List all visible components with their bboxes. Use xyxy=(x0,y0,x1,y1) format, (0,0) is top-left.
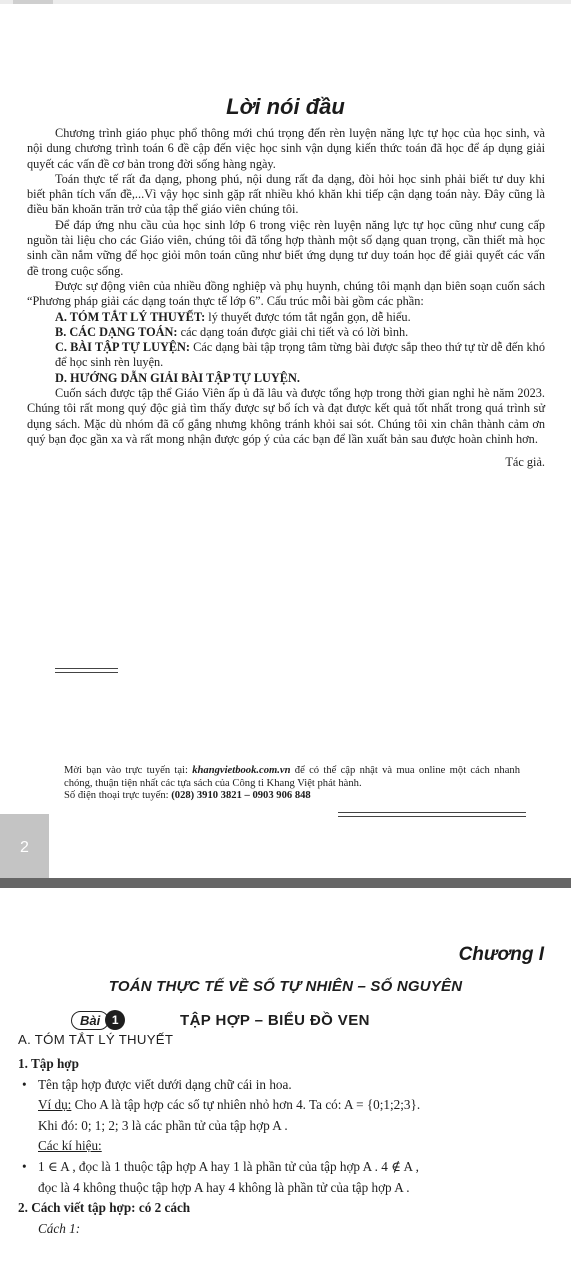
page-gap xyxy=(0,878,571,888)
preface-closing: Cuốn sách được tập thể Giáo Viên ấp ủ đã lâu và được tổng hợp trong thời gian nghỉ hè năm 2023. Chúng tôi rất mong quý độc giả tìm thấy được sự bổ ích và đạt được kết quả tốt nhất trong quá trình sử dụng sách. Mặc dù nhóm đã cố gắng nhưng không tránh khỏi sai sót. Chúng tôi xin chân thành cảm ơn quý bạn đọc gần xa và rất mong nhận được góp ý của các bạn để lần xuất bản sau được hoàn chỉnh hơn. xyxy=(27,386,545,446)
example-line xyxy=(18,1095,553,1116)
divider-left xyxy=(55,668,118,673)
symbols-label: Các kí hiệu: xyxy=(38,1138,102,1154)
lesson-title: TẬP HỢP – BIỂU ĐỒ VEN xyxy=(180,1012,370,1029)
example-more: Khi đó: 0; 1; 2; 3 là các phần tử của tập hợp A . xyxy=(38,1117,288,1133)
hotline-prefix: Số điện thoại trực tuyến: xyxy=(64,790,172,802)
preface-title: Lời nói đầu xyxy=(226,94,345,119)
bullet-symbols-cont: đọc là 4 không thuộc tập hợp A hay 4 không là phần tử của tập hợp A . xyxy=(38,1179,410,1195)
preface-paragraph-2: Toán thực tế rất đa dạng, phong phú, nội dung rất đa dạng, đòi hỏi học sinh phải biết tư duy khi biết phân tích vấn đề,...Vì vậy học sinh gặp rất nhiều khó khăn khi tiếp cận dạng toán này. Đây cũng là điều băn khoăn trăn trở của tập thể giáo viên chúng tôi. xyxy=(27,171,545,217)
chapter-title: TOÁN THỰC TẾ VỀ SỐ TỰ NHIÊN – SỐ NGUYÊN xyxy=(108,978,463,995)
page-preface xyxy=(0,4,571,885)
preface-author: Tác giả. xyxy=(505,455,545,470)
symbols-label-line xyxy=(18,1136,553,1157)
part-c xyxy=(27,340,545,371)
bullet-symbols: • 1 ∈ A , đọc là 1 thuộc tập hợp A hay 1 là phần tử của tập hợp A . 4 ∉ A , xyxy=(18,1157,553,1178)
preface-body xyxy=(27,126,545,471)
online-notice xyxy=(64,765,520,803)
lesson-number: 1 xyxy=(105,1010,125,1030)
online-suffix: để có thể cập nhật và mua online một cách nhanh chóng, thuận tiện nhất các tựa sách của Công ti Khang Việt phát hành. xyxy=(64,765,520,789)
part-d xyxy=(27,371,545,386)
heading-sets-text: 1. Tập hợp xyxy=(18,1056,79,1071)
preface-paragraph-3: Để đáp ứng nhu cầu của học sinh lớp 6 trong việc rèn luyện năng lực tự học cũng như cung cấp nguồn tài liệu cho các Giáo viên, chúng tôi đã tổng hợp thành một số dạng quan trọng, cần thiết mà học sinh cần nắm vững để học giỏi môn toán cũng như biết ứng dụng tư duy toán học để giải quyết các vấn đề trong cuộc sống. xyxy=(27,217,545,278)
heading-writing-sets xyxy=(18,1198,553,1219)
part-c-head: C. BÀI TẬP TỰ LUYỆN: xyxy=(55,340,191,355)
page-number-tab: 2 xyxy=(0,814,49,882)
divider-right xyxy=(338,812,526,817)
part-b xyxy=(27,325,545,340)
section-a-heading: A. TÓM TẮT LÝ THUYẾT xyxy=(18,1032,174,1047)
hotline-number: (028) 3910 3821 – 0903 906 848 xyxy=(171,790,311,802)
heading-sets xyxy=(18,1054,553,1075)
part-c-text: Các dạng bài tập trọng tâm từng bài được sắp theo thứ tự từ dễ đến khó để học sinh rèn luyện. xyxy=(55,340,545,370)
lesson-label: Bài xyxy=(71,1011,109,1030)
way-1: Cách 1: xyxy=(38,1220,81,1236)
part-a-head: A. TÓM TẮT LÝ THUYẾT: xyxy=(55,309,206,324)
online-prefix: Mời bạn vào trực tuyến tại: xyxy=(64,765,193,776)
heading-writing-sets-text: 2. Cách viết tập hợp: có 2 cách xyxy=(18,1200,191,1216)
part-b-text: các dạng toán được giải chi tiết và có lời bình. xyxy=(177,324,409,339)
part-d-head: D. HƯỚNG DẪN GIẢI BÀI TẬP TỰ LUYỆN. xyxy=(55,370,300,385)
preface-paragraph-4: Được sự động viên của nhiều đồng nghiệp và phụ huynh, chúng tôi mạnh dạn biên soạn cuốn sách “Phương pháp giải các dạng toán thực tế lớp 6”. Cấu trúc mỗi bài gồm các phần: xyxy=(27,278,545,309)
part-a-text: lý thuyết được tóm tắt ngắn gọn, dễ hiểu. xyxy=(205,309,411,324)
example-text: Cho A là tập hợp các số tự nhiên nhỏ hơn 4. Ta có: A = {0;1;2;3}. xyxy=(71,1097,421,1113)
bullet-set-names: • Tên tập hợp được viết dưới dạng chữ cái in hoa. xyxy=(18,1075,553,1096)
online-site-link[interactable]: khangvietbook.com.vn xyxy=(192,765,291,776)
example-label: Ví dụ: xyxy=(38,1097,72,1113)
chapter-label: Chương I xyxy=(458,944,544,965)
part-b-head: B. CÁC DẠNG TOÁN: xyxy=(55,324,178,339)
part-a xyxy=(27,310,545,325)
page-chapter-1 xyxy=(0,888,571,1280)
preface-paragraph-1: Chương trình giáo phục phổ thông mới chú trọng đến rèn luyện năng lực tự học của học sinh, và nội dung chương trình toán 6 đề cập đến việc học sinh vận dụng kiến thức toán đã học để áp dụng giải quyết các vấn đề cơ bản trong đời sống hàng ngày. xyxy=(27,126,545,171)
lesson-badge xyxy=(71,1010,125,1030)
lesson-content xyxy=(18,1054,553,1239)
